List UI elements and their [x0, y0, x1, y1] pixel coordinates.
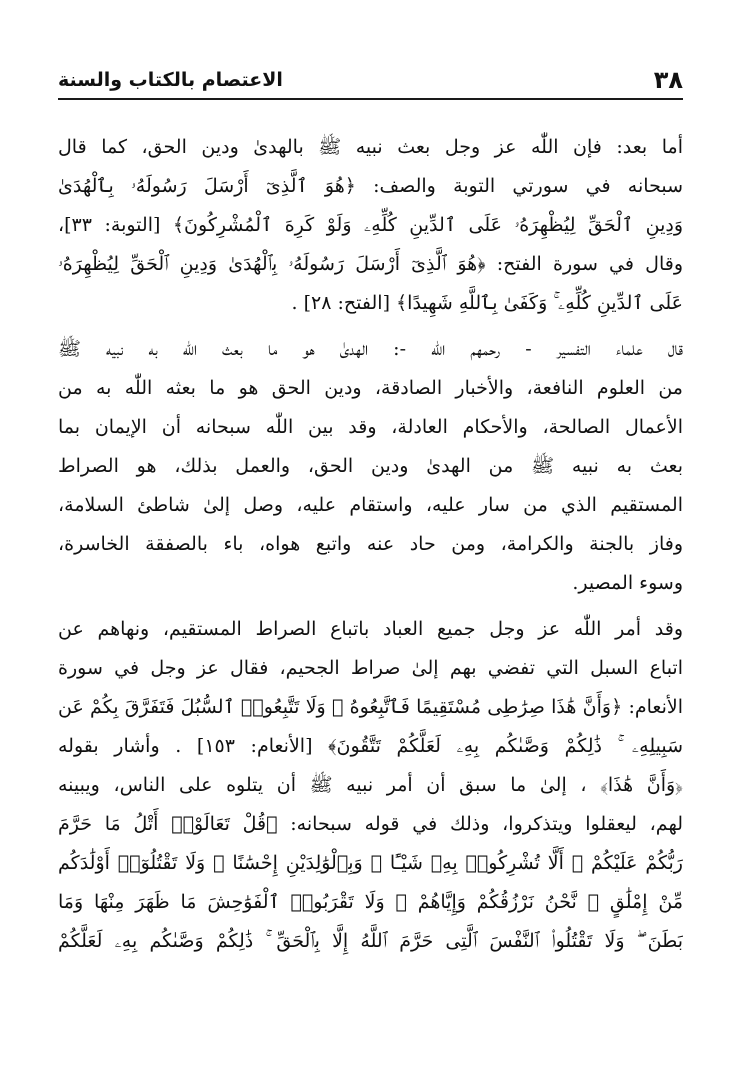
body-text — [58, 128, 683, 968]
paragraph-3 — [58, 610, 683, 961]
text-line: وَدِينِ ٱلْحَقِّ لِيُظْهِرَهُۥ عَلَى ٱلدِّينِ كُلِّهِۦ وَلَوْ كَرِهَ ٱلْمُشْرِكُونَ﴾ [التوبة: ٣٣]، — [58, 214, 683, 236]
text-line: بَطَنَ ۖ وَلَا تَقْتُلُوا۟ ٱلنَّفْسَ ٱلَّتِى حَرَّمَ ٱللَّهُ إِلَّا بِٱلْحَقِّ ۚ ذَٰلِكُمْ وَصَّىٰكُم بِهِۦ لَعَلَّكُمْ — [58, 930, 683, 952]
text-line: من العلوم النافعة، والأخبار الصادقة، ودين الحق هو ما بعثه اللّٰه به من — [58, 377, 683, 399]
running-title: الاعتصام بالكتاب والسنة — [58, 69, 283, 91]
text-line: سبحانه في سورتي التوبة والصف: ﴿هُوَ ٱلَّذِىٓ أَرْسَلَ رَسُولَهُۥ بِٱلْهُدَىٰ — [58, 175, 683, 197]
text-line: الأنعام: ﴿وَأَنَّ هَٰذَا صِرَٰطِى مُسْتَقِيمًا فَٱتَّبِعُوهُ ۖ وَلَا تَتَّبِعُوا۟ ٱلسُّبُلَ فَتَفَرَّقَ بِكُمْ عَن — [58, 696, 683, 718]
text-line: الأعمال الصالحة، والأحكام العادلة، وقد بين اللّٰه سبحانه أن الإيمان بما — [58, 416, 683, 438]
text-line: وسوء المصير. — [572, 572, 683, 594]
text-line: ﴿وَأَنَّ هَٰذَا﴾ ، إلىٰ ما سبق أن أمر نبيه ﷺ أن يتلوه على الناس، ويبينه — [58, 774, 683, 796]
text-line: وفاز بالجنة والكرامة، ومن حاد عنه واتبع هواه، باء بالصفقة الخاسرة، — [58, 533, 683, 555]
paragraph-2 — [58, 330, 683, 603]
text-line: قال علماء التفسير - رحمهم اللّٰه -: الهدىٰ هو ما بعث اللّٰه به نبيه ﷺ — [58, 338, 683, 360]
text-line: أما بعد: فإن اللّٰه عز وجل بعث نبيه ﷺ بالهدىٰ ودين الحق، كما قال — [58, 136, 683, 158]
text-line: سَبِيلِهِۦ ۚ ذَٰلِكُمْ وَصَّىٰكُم بِهِۦ لَعَلَّكُمْ تَتَّقُونَ﴾ [الأنعام: ١٥٣] . وأشار بقوله — [58, 735, 683, 757]
text-line: عَلَى ٱلدِّينِ كُلِّهِۦ ۚ وَكَفَىٰ بِٱللَّهِ شَهِيدًا﴾ [الفتح: ٢٨] . — [291, 292, 683, 314]
text-line: اتباع السبل التي تفضي بهم إلىٰ صراط الجحيم، فقال عز وجل في سورة — [58, 657, 683, 679]
text-line: رَبُّكُمْ عَلَيْكُمْ ۖ أَلَّا تُشْرِكُوا۟ بِهِۦ شَيْـًٔا ۖ وَبِٱلْوَٰلِدَيْنِ إِحْسَٰنًا ۖ وَلَا تَقْتُلُوٓا۟ أَوْلَٰدَكُم — [58, 852, 683, 874]
text-line: لهم، ليعقلوا ويتذكروا، وذلك في قوله سبحانه: ﴿قُلْ تَعَالَوْا۟ أَتْلُ مَا حَرَّمَ — [58, 813, 683, 835]
text-line: مِّنْ إِمْلَٰقٍ ۖ نَّحْنُ نَرْزُقُكُمْ وَإِيَّاهُمْ ۖ وَلَا تَقْرَبُوا۟ ٱلْفَوَٰحِشَ مَا ظَهَرَ مِنْهَا وَمَا — [58, 891, 683, 913]
text-line: وقال في سورة الفتح: ﴿هُوَ ٱلَّذِىٓ أَرْسَلَ رَسُولَهُۥ بِٱلْهُدَىٰ وَدِينِ ٱلْحَقِّ لِيُظْهِرَهُۥ — [58, 253, 683, 275]
paragraph-1 — [58, 128, 683, 323]
page-number: ٣٨ — [653, 66, 683, 94]
text-line: بعث به نبيه ﷺ من الهدىٰ ودين الحق، والعمل بذلك، هو الصراط — [58, 455, 683, 477]
text-line: وقد أمر اللّٰه عز وجل جميع العباد باتباع الصراط المستقيم، ونهاهم عن — [58, 618, 683, 640]
text-line: المستقيم الذي من سار عليه، واستقام عليه، وصل إلىٰ شاطئ السلامة، — [58, 494, 683, 516]
page-header — [58, 62, 683, 100]
